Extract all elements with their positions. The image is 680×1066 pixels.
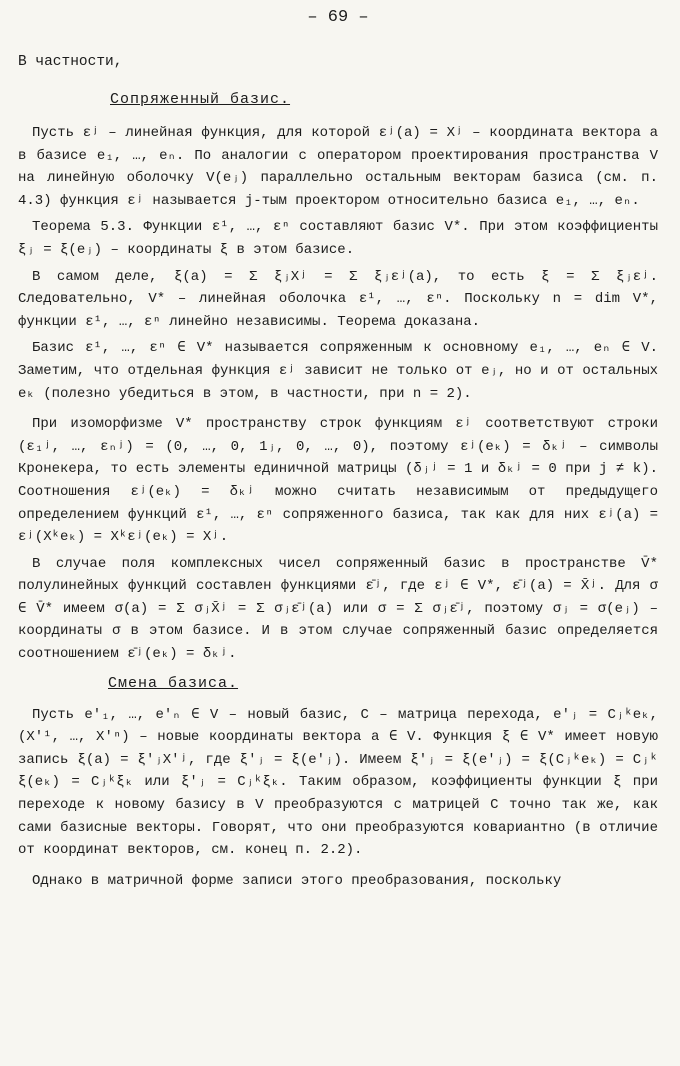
paragraph-dual-basis-definition: Базис ε¹, …, εⁿ ∈ V* называется сопряженным к основному e₁, …, eₙ ∈ V. Заметим, что отдельная функция εʲ зависит не только от eⱼ, но и от остальных eₖ (полезно убедиться в этом, в частности, при n = 2).: [18, 340, 658, 402]
paragraph-new-basis: Пусть e′₁, …, e′ₙ ∈ V – новый базис, C – матрица перехода, e′ⱼ = Cⱼᵏeₖ, (X′¹, …, X′ⁿ) – новые координаты вектора a ∈ V. Функция ξ ∈ V* имеет новую запись ξ(a) = ξ′ⱼX′ʲ, где ξ′ⱼ = ξ(e′ⱼ). Имеем ξ′ⱼ = ξ(e′ⱼ) = ξ(Cⱼᵏeₖ) = Cⱼᵏ ξ(eₖ) = Cⱼᵏξₖ или ξ′ⱼ = Cⱼᵏξₖ. Таким образом, коэффициенты функции ξ при переходе к новому базису в V преобразуются с матрицей C точно так же, как сами базисные векторы. Говорят, что они преобразуются ковариантно (в отличие от координат векторов, см. конец п. 2.2).: [18, 706, 658, 859]
paragraph-isomorphism: При изоморфизме V* пространству строк функциям εʲ соответствуют строки (ε₁ʲ, …, εₙʲ) = (0, …, 0, 1ⱼ, 0, …, 0), поэтому εʲ(eₖ) = δₖʲ – символы Кронекера, то есть элементы единичной матрицы (δⱼʲ = 1 и δₖʲ = 0 при j ≠ k). Соотношения εʲ(eₖ) = δₖʲ можно считать независимым от предыдущего определением функций ε¹, …, εⁿ сопряженного базиса, так как для них εʲ(a) = εʲ(Xᵏeₖ) = Xᵏεʲ(eₖ) = Xʲ.: [18, 416, 658, 546]
paragraph-matrix-form: Однако в матричной форме записи этого преобразования, поскольку: [32, 872, 562, 889]
page-number: – 69 –: [307, 8, 369, 27]
intro-line: В частности,: [18, 54, 123, 70]
paragraph-linear-function: Пусть εʲ – линейная функция, для которой εʲ(a) = Xʲ – координата вектора a в базисе e₁, …, eₙ. По аналогии с оператором проектирования пространства V на линейную оболочку V(eⱼ) параллельно остальным векторам базиса (см. п. 4.3) функция εʲ называется j-тым проектором относительно базиса e₁, …, eₙ.: [18, 125, 658, 209]
section-heading-change-of-basis: Смена базиса.: [108, 674, 239, 692]
section-heading-dual-basis: Сопряженный базис.: [110, 91, 291, 108]
paragraph-complex-case: В случае поля комплексных чисел сопряженный базис в пространстве V̄* полулинейных функций составлен функциями ε̄ʲ, где εʲ ∈ V*, ε̄ʲ(a) = X̄ʲ. Для σ ∈ V̄* имеем σ(a) = Σ σⱼX̄ʲ = Σ σⱼε̄ʲ(a) или σ = Σ σⱼε̄ʲ, поэтому σⱼ = σ(eⱼ) – координаты σ в этом базисе. И в этом случае сопряженный базис определяется соотношением ε̄ʲ(eₖ) = δₖʲ.: [18, 555, 658, 663]
paragraph-proof: В самом деле, ξ(a) = Σ ξⱼXʲ = Σ ξⱼεʲ(a), то есть ξ = Σ ξⱼεʲ. Следовательно, V* – линейная оболочка ε¹, …, εⁿ. Поскольку n = dim V*, функции ε¹, …, εⁿ линейно независимы. Теорема доказана.: [18, 268, 658, 330]
paragraph-theorem-5-3: Теорема 5.3. Функции ε¹, …, εⁿ составляют базис V*. При этом коэффициенты ξⱼ = ξ(eⱼ) – координаты ξ в этом базисе.: [18, 219, 658, 258]
